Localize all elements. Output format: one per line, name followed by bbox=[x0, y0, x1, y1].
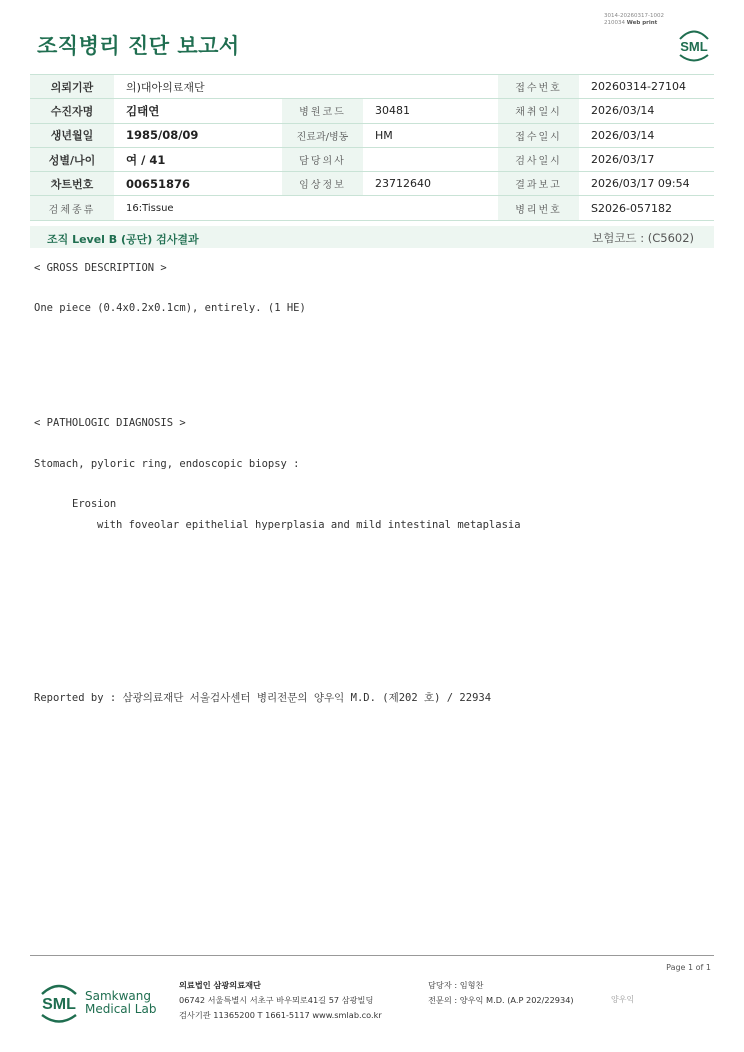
info-value: 1985/08/09 bbox=[114, 123, 282, 147]
info-label: 검사일시 bbox=[498, 147, 579, 171]
info-label: 채취일시 bbox=[498, 99, 579, 123]
info-value bbox=[363, 147, 498, 171]
info-row bbox=[30, 75, 714, 99]
sml-footer-logo-icon bbox=[37, 980, 81, 1026]
info-value: 00651876 bbox=[114, 172, 282, 196]
org-info bbox=[179, 978, 382, 1023]
gross-heading: < GROSS DESCRIPTION > bbox=[34, 262, 167, 274]
print-code-line1: 3014-20260317-1002 bbox=[604, 13, 664, 19]
svg-text:SML: SML bbox=[42, 996, 76, 1013]
info-label: 접수번호 bbox=[498, 75, 579, 99]
info-label: 성별/나이 bbox=[30, 147, 114, 171]
info-value: 의)대아의료재단 bbox=[114, 75, 498, 99]
org-address: 06742 서울특별시 서초구 바우뫼로41길 57 삼광빌딩 bbox=[179, 995, 374, 1005]
web-print-label: Web print bbox=[626, 20, 658, 26]
result-section-header bbox=[30, 226, 714, 248]
info-label: 차트번호 bbox=[30, 172, 114, 196]
info-value: 2026/03/14 bbox=[579, 123, 714, 147]
print-code-line2: 210034 bbox=[604, 20, 625, 26]
info-label: 진료과/병동 bbox=[282, 123, 363, 147]
info-label: 담당의사 bbox=[282, 147, 363, 171]
page-number: Page 1 of 1 bbox=[666, 963, 711, 972]
org-name: 의료법인 삼광의료재단 bbox=[179, 980, 261, 990]
info-row bbox=[30, 99, 714, 123]
section-title: 조직 Level B (공단) 검사결과 bbox=[47, 233, 199, 246]
brand-line: Medical Lab bbox=[85, 1002, 157, 1016]
reported-by: Reported by : 삼광의료재단 서울검사센터 병리전문의 양우익 M.D. (제202 호) / 22934 bbox=[34, 692, 492, 704]
report-title: 조직병리 진단 보고서 bbox=[37, 34, 240, 58]
info-value: HM bbox=[363, 123, 498, 147]
staff-info bbox=[428, 978, 574, 1008]
print-code bbox=[604, 13, 664, 27]
info-label: 검체종류 bbox=[30, 196, 114, 220]
sml-logo-icon bbox=[674, 26, 714, 64]
brand-name bbox=[85, 990, 156, 1016]
org-contact: 검사기관 11365200 T 1661-5117 www.smlab.co.kr bbox=[179, 1010, 382, 1020]
info-value: 2026/03/17 09:54 bbox=[579, 172, 714, 196]
info-label: 수진자명 bbox=[30, 99, 114, 123]
patient-info-table bbox=[30, 74, 714, 221]
info-value: 30481 bbox=[363, 99, 498, 123]
info-label: 임상정보 bbox=[282, 172, 363, 196]
info-label: 결과보고 bbox=[498, 172, 579, 196]
info-row bbox=[30, 147, 714, 171]
diagnosis-site: Stomach, pyloric ring, endoscopic biopsy : bbox=[34, 458, 300, 470]
signature: 양우익 bbox=[611, 995, 635, 1004]
info-label: 병리번호 bbox=[498, 196, 579, 220]
info-value: 23712640 bbox=[363, 172, 498, 196]
info-label: 의뢰기관 bbox=[30, 75, 114, 99]
info-row bbox=[30, 196, 714, 220]
info-row bbox=[30, 172, 714, 196]
info-row bbox=[30, 123, 714, 147]
specialist: 전문의 : 양우익 M.D. (A.P 202/22934) bbox=[428, 995, 574, 1005]
info-label: 접수일시 bbox=[498, 123, 579, 147]
info-value: 16:Tissue bbox=[114, 196, 498, 220]
diagnosis-heading: < PATHOLOGIC DIAGNOSIS > bbox=[34, 417, 186, 429]
diagnosis-line: with foveolar epithelial hyperplasia and mild intestinal metaplasia bbox=[97, 519, 521, 531]
info-value: 2026/03/17 bbox=[579, 147, 714, 171]
diagnosis-line: Erosion bbox=[72, 498, 117, 510]
info-value: 김태연 bbox=[114, 99, 282, 123]
footer-divider bbox=[30, 955, 714, 956]
info-value: S2026-057182 bbox=[579, 196, 714, 220]
brand-line: Samkwang bbox=[85, 989, 151, 1003]
svg-text:SML: SML bbox=[680, 39, 708, 54]
info-value: 2026/03/14 bbox=[579, 99, 714, 123]
insurance-code: 보험코드 : (C5602) bbox=[592, 231, 694, 245]
info-label: 병원코드 bbox=[282, 99, 363, 123]
info-label: 생년월일 bbox=[30, 123, 114, 147]
info-value: 여 / 41 bbox=[114, 147, 282, 171]
info-value: 20260314-27104 bbox=[579, 75, 714, 99]
manager: 담당자 : 임형찬 bbox=[428, 980, 484, 990]
gross-text: One piece (0.4x0.2x0.1cm), entirely. (1 HE) bbox=[34, 302, 306, 314]
